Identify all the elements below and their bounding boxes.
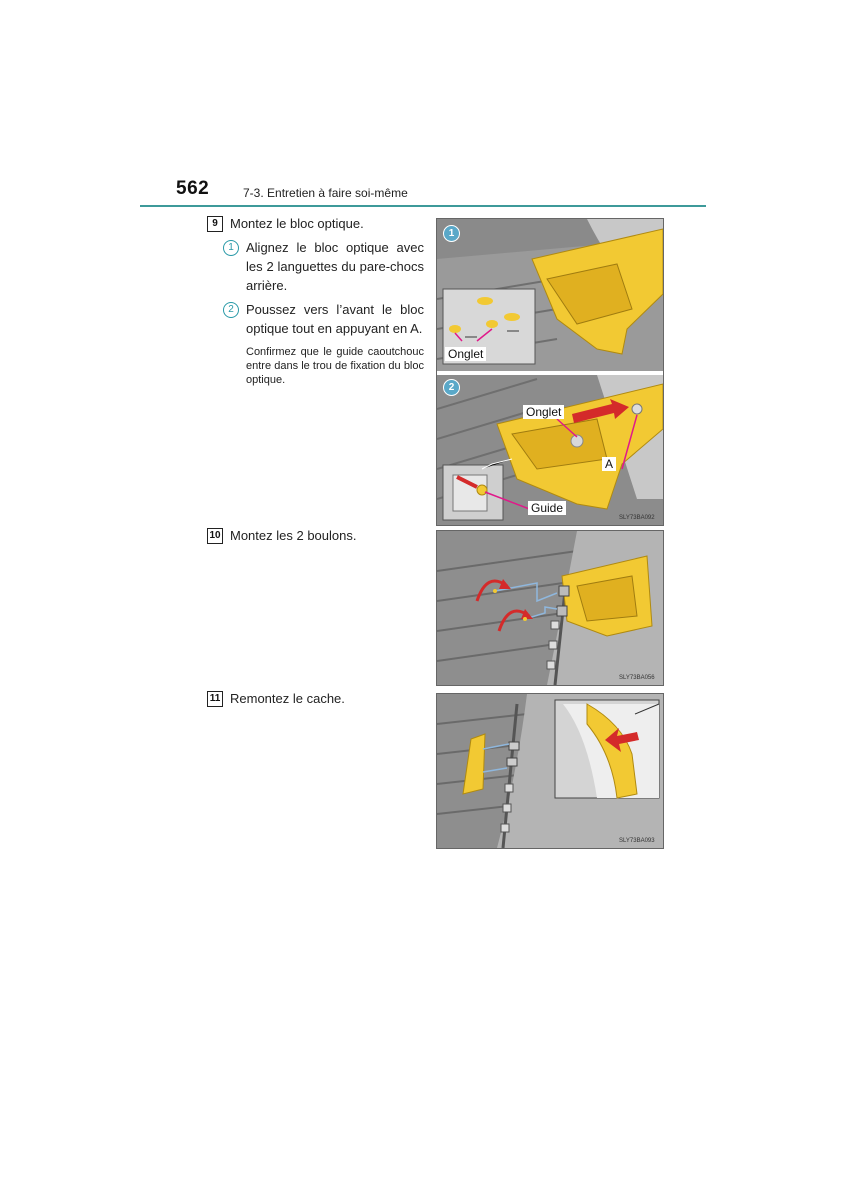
step-10-title: Montez les 2 boulons. xyxy=(230,528,357,543)
figure-1-label-a: A xyxy=(602,457,616,471)
page-header xyxy=(0,0,848,210)
figure-3-code: SLY73BA093 xyxy=(619,838,655,844)
step-11-title: Remontez le cache. xyxy=(230,691,345,706)
figure-mount-bolts xyxy=(436,530,664,686)
step-9-note: Confirmez que le guide caoutchouc entre dans le trou de fixation du bloc optique. xyxy=(246,346,424,386)
figure-1-guide-label: Guide xyxy=(528,501,566,515)
figure-mount-light-block-drawing xyxy=(437,219,663,525)
figure-mount-bolts-drawing xyxy=(437,531,663,685)
section-title: 7-3. Entretien à faire soi-même xyxy=(243,186,408,200)
step-9-sub1-text: Alignez le bloc optique avec les 2 languettes du pare-chocs arrière. xyxy=(246,240,424,293)
step-9-title: Montez le bloc optique. xyxy=(230,216,364,231)
figure-1-code: SLY73BA092 xyxy=(619,515,655,521)
figure-1-panel-1-badge: 1 xyxy=(443,225,460,242)
step-9-sub1-number: 1 xyxy=(223,240,239,256)
figure-refit-cover-drawing xyxy=(437,694,663,848)
figure-1-panel-2-badge: 2 xyxy=(443,379,460,396)
figure-mount-light-block xyxy=(436,218,664,526)
step-9-sub2-text: Poussez vers l’avant le bloc optique tout en appuyant en A. xyxy=(246,302,424,336)
page-number: 562 xyxy=(176,178,210,199)
step-10-badge: 10 xyxy=(207,528,223,544)
figure-1-onglet-label-2: Onglet xyxy=(523,405,564,419)
step-11-badge: 11 xyxy=(207,691,223,707)
figure-refit-cover xyxy=(436,693,664,849)
header-rule xyxy=(140,205,706,207)
figure-2-code: SLY73BA056 xyxy=(619,675,655,681)
step-9-sub2-number: 2 xyxy=(223,302,239,318)
step-9-badge: 9 xyxy=(207,216,223,232)
figure-1-onglet-label-1: Onglet xyxy=(445,347,486,361)
